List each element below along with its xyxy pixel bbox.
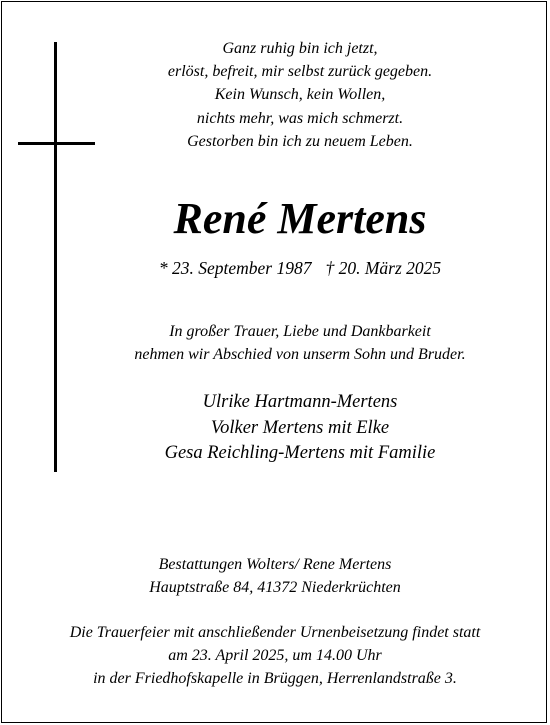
family-member: Gesa Reichling-Mertens mit Familie [164, 443, 436, 463]
poem-line: Kein Wunsch, kein Wollen, [214, 86, 386, 104]
poem-line: Ganz ruhig bin ich jetzt, [222, 40, 378, 57]
poem-line: Gestorben bin ich zu neuem Leben. [187, 132, 413, 150]
mourning-text [80, 320, 520, 366]
birth-date: * 23. September 1987 [158, 258, 312, 278]
family-member: Ulrike Hartmann-Mertens [202, 392, 398, 412]
life-dates [80, 257, 520, 279]
poem [80, 37, 520, 153]
service-line: Die Trauerfeier mit anschließender Urnenbeisetzung findet statt [69, 624, 481, 641]
service-line: am 23. April 2025, um 14.00 Uhr [168, 647, 382, 664]
mourning-line: In großer Trauer, Liebe und Dankbarkeit [169, 323, 431, 340]
family-list [80, 390, 520, 467]
service-line: in der Friedhofskapelle in Brüggen, Herrenlandstraße 3. [93, 670, 457, 687]
mourning-line: nehmen wir Abschied von unserm Sohn und Bruder. [134, 346, 466, 363]
family-member: Volker Mertens mit Elke [210, 417, 390, 438]
undertaker-address: Hauptstraße 84, 41372 Niederkrüchten [149, 579, 401, 596]
undertaker-info [20, 553, 530, 599]
undertaker-name: Bestattungen Wolters/ Rene Mertens [158, 556, 392, 573]
poem-line: nichts mehr, was mich schmerzt. [196, 109, 404, 127]
deceased-name: René Mertens [173, 194, 427, 243]
poem-line: erlöst, befreit, mir selbst zurück gegeben. [167, 63, 433, 81]
death-date: † 20. März 2025 [325, 258, 442, 278]
service-info [10, 621, 540, 690]
cross-icon-vertical-bar [54, 42, 57, 472]
